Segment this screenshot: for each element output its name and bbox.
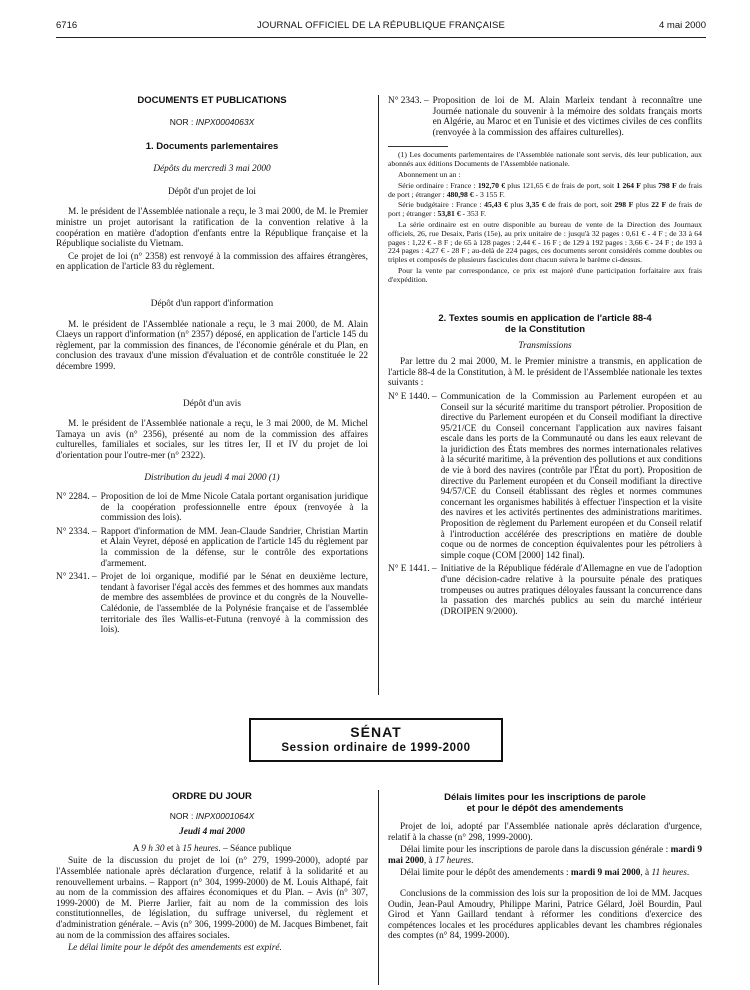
paragraph: M. le président de l'Assemblée nationale a reçu, le 3 mai 2000, de M. Alain Claeys un rapport d'information (n° 2357) déposé, en application de l'article 145 du règlement, par la commission des finances, de l'économie générale et du Plan, en conclusion des travaux d'une mission d'évaluation et de contrôle constituée le 22 décembre 1999.	[56, 319, 368, 372]
senat-subtitle: Session ordinaire de 1999-2000	[281, 742, 471, 754]
nor-line: NOR : INPX0004063X	[169, 116, 255, 127]
footnote-rule	[388, 146, 448, 147]
nor-code: INPX0004063X	[195, 116, 255, 127]
footnotes	[388, 146, 702, 284]
column-separator-bottom	[378, 790, 379, 985]
footnote: (1) Les documents parlementaires de l'Assemblée nationale sont servis, dès leur publication, aux abonnés aux éditions Documents de l'Assemblée nationale.	[388, 150, 702, 169]
list-item: N° 2341. – Projet de loi organique, modifié par le Sénat en deuxième lecture, tendant à favoriser l'égal accès des femmes et des hommes aux mandats de membre des assemblées de province et du congrès de la Nouvelle-Calédonie, de l'assemblée de la Polynésie française et de l'assemblée territoriale des îles Wallis-et-Futuna (renvoyé à la commission des lois).	[56, 572, 368, 636]
delais-heading: Délais limites pour les inscriptions de parole et pour le dépôt des amendements	[444, 792, 646, 814]
ordre-du-jour-column	[56, 792, 368, 956]
subheading-projet-loi: Dépôt d'un projet de loi	[168, 186, 256, 197]
session-date: Jeudi 4 mai 2000	[179, 827, 245, 838]
subheading-rapport: Dépôt d'un rapport d'information	[150, 298, 274, 309]
paragraph: Par lettre du 2 mai 2000, M. le Premier ministre a transmis, en application de l'article 88-4 de la Constitution, à M. le président de l'Assemblée nationale les textes suivants :	[388, 357, 702, 389]
paragraph: Suite de la discussion du projet de loi (n° 279, 1999-2000), adopté par l'Assemblée nationale après déclaration d'urgence, relatif à la solidarité et au renouvellement urbains. – Rapport (n° 304, 1999-2000) de M. Louis Althapé, fait au nom de la commission des affaires économiques et du Plan. – Avis (n° 307, 1999-2000) de M. Pierre Jarlier, fait au nom de la commission des lois constitutionnelles, de législation, du suffrage universel, du règlement et d'administration générale. – Avis (n° 306, 1999-2000) de M. Jacques Bimbenet, fait au nom de la commission des affaires sociales.	[56, 856, 368, 941]
paragraph: Délai limite pour le dépôt des amendements : mardi 9 mai 2000, à 11 heures.	[400, 868, 690, 879]
right-column	[388, 96, 702, 620]
footnote-serie-ordinaire: Série ordinaire : France : 192,70 € plus 121,65 € de frais de port, soit 1 264 F plus 798 F de frais de port ; étranger : 480,98 € - 3 155 F.	[388, 180, 702, 199]
deposits-date: Dépôts du mercredi 3 mai 2000	[153, 164, 271, 175]
nor-line: NOR : INPX0001064X	[169, 810, 255, 821]
distribution-date: Distribution du jeudi 4 mai 2000 (1)	[144, 473, 280, 484]
header-rule	[56, 37, 706, 38]
paragraph: Le délai limite pour le dépôt des amendements est expiré.	[68, 943, 282, 954]
paragraph: Ce projet de loi (n° 2358) est renvoyé à la commission des affaires étrangères, en application de l'article 83 du règlement.	[56, 251, 368, 273]
footnote: Pour la vente par correspondance, ce prix est majoré d'une participation forfaitaire aux frais d'expédition.	[388, 265, 702, 284]
left-column	[56, 96, 368, 639]
section-1-title: 1. Documents parlementaires	[145, 141, 279, 153]
column-separator-top	[378, 95, 379, 695]
footnote: Abonnement un an :	[398, 169, 461, 179]
list-item: N° 2284. – Proposition de loi de Mme Nicole Catala portant organisation juridique de la coopération professionnelle entre époux (renvoyée à la commission des lois).	[56, 492, 368, 524]
documents-heading: DOCUMENTS ET PUBLICATIONS	[137, 95, 287, 106]
journal-title: JOURNAL OFFICIEL DE LA RÉPUBLIQUE FRANÇAISE	[256, 20, 506, 31]
transmissions-heading: Transmissions	[518, 340, 572, 351]
ordre-du-jour-heading: ORDRE DU JOUR	[172, 791, 252, 802]
delais-column	[388, 792, 702, 944]
senat-title: SÉNAT	[350, 724, 402, 740]
footnote: La série ordinaire est en outre disponible au bureau de vente de la Direction des Journaux officiels, 26, rue Desaix, Paris (15e), au prix unitaire de : jusqu'à 32 pages : 0,61 € - 4 F ; de 33 à 64 pages : 1,22 € - 8 F ; de 65 à 128 pages : 2,44 € - 16 F ; de 129 à 192 pages : 3,66 € - 24 F ; de 193 à 224 pages : 4,27 € - 28 F ; au-delà de 224 pages, ces documents seront considérés comme doubles ou triples et composés de plusieurs fascicules dont chacun suivra le barème ci-dessus.	[388, 219, 702, 265]
paragraph: Conclusions de la commission des lois sur la proposition de loi de MM. Jacques Oudin, Jean-Paul Amoudry, Philippe Marini, Patrice Gélard, Joël Bourdin, Paul Girod et Yann Gaillard tendant à réformer les conditions d'exercice des compétences locales et les procédures applicables devant les chambres régionales des comptes (n° 84, 1999-2000).	[388, 888, 702, 942]
list-item: N° 2343. – Proposition de loi de M. Alain Marleix tendant à reconnaître une Journée nationale du souvenir à la mémoire des soldats français morts en Algérie, au Maroc et en Tunisie et des victimes civiles de ces conflits (renvoyée à la commission des affaires culturelles).	[388, 96, 702, 138]
list-item: N° E 1440. – Communication de la Commission au Parlement européen et au Conseil sur la sécurité maritime du transport pétrolier. Proposition de directive du Parlement européen et du Conseil modifiant la directive 95/21/CE du Conseil concernant l'application aux navires faisant escale dans les ports de la Communauté ou dans les eaux relevant de la juridiction des États membres des normes internationales relatives à la sécurité maritime, à la prévention des pollutions et aux conditions de vie à bord des navires (contrôle par l'État du port). Proposition de directive du Parlement européen et du Conseil modifiant la directive 94/57/CE du Conseil établissant des règles et normes communes concernant les organismes habilités à effectuer l'inspection et la visite des navires et les activités pertinentes des administrations maritimes. Proposition de règlement du Parlement européen et du Conseil relatif à l'introduction accélérée des prescriptions en matière de double coque ou de normes de conception équivalentes pour les pétroliers à simple coque (COM [2000] 142 final).	[388, 391, 702, 561]
list-item: N° 2334. – Rapport d'information de MM. Jean-Claude Sandrier, Christian Martin et Alain Veyret, déposé en application de l'article 145 du règlement par la commission de la défense, sur le contrôle des exportations d'armement.	[56, 526, 368, 569]
paragraph: M. le président de l'Assemblée nationale a reçu, le 3 mai 2000, de M. le Premier ministre un projet autorisant la ratification de la convention relative à la coopération en matière d'adoption d'enfants entre la République française et la République socialiste du Vietnam.	[56, 207, 368, 250]
footnote-serie-budgetaire: Série budgétaire : France : 45,43 € plus 3,35 € de frais de port, soit 298 F plus 22 F de frais de port ; étranger : 53,81 € - 353 F.	[388, 200, 703, 219]
list-item: N° E 1441. – Initiative de la République fédérale d'Allemagne en vue de l'adoption d'une décision-cadre relative à la poursuite pénale des pratiques trompeuses ou autres pratiques déloyales faussant la concurrence dans la passation des marchés publics au sein du marché intérieur (DROIPEN 9/2000).	[388, 564, 702, 617]
section-2-title: 2. Textes soumis en application de l'article 88-4 de la Constitution	[438, 312, 652, 335]
subheading-avis: Dépôt d'un avis	[183, 398, 241, 409]
page-number: 6716	[56, 20, 78, 31]
page-header	[56, 20, 706, 34]
senat-banner	[249, 718, 503, 762]
session-time: A 9 h 30 et à 15 heures. – Séance publique	[132, 843, 292, 854]
header-date: 4 mai 2000	[658, 20, 706, 31]
nor-code: INPX0001064X	[195, 810, 255, 821]
paragraph: M. le président de l'Assemblée nationale a reçu, le 3 mai 2000, de M. Michel Tamaya un avis (n° 2356), présenté au nom de la commission des affaires culturelles, familiales et sociales, sur les titres Ier, II et IV du projet de loi d'orientation pour l'outre-mer (n° 2322).	[56, 419, 368, 461]
paragraph: Délai limite pour les inscriptions de parole dans la discussion générale : mardi 9 mai 2000, à 17 heures.	[388, 845, 703, 866]
paragraph: Projet de loi, adopté par l'Assemblée nationale après déclaration d'urgence, relatif à la chasse (n° 298, 1999-2000).	[388, 822, 702, 843]
